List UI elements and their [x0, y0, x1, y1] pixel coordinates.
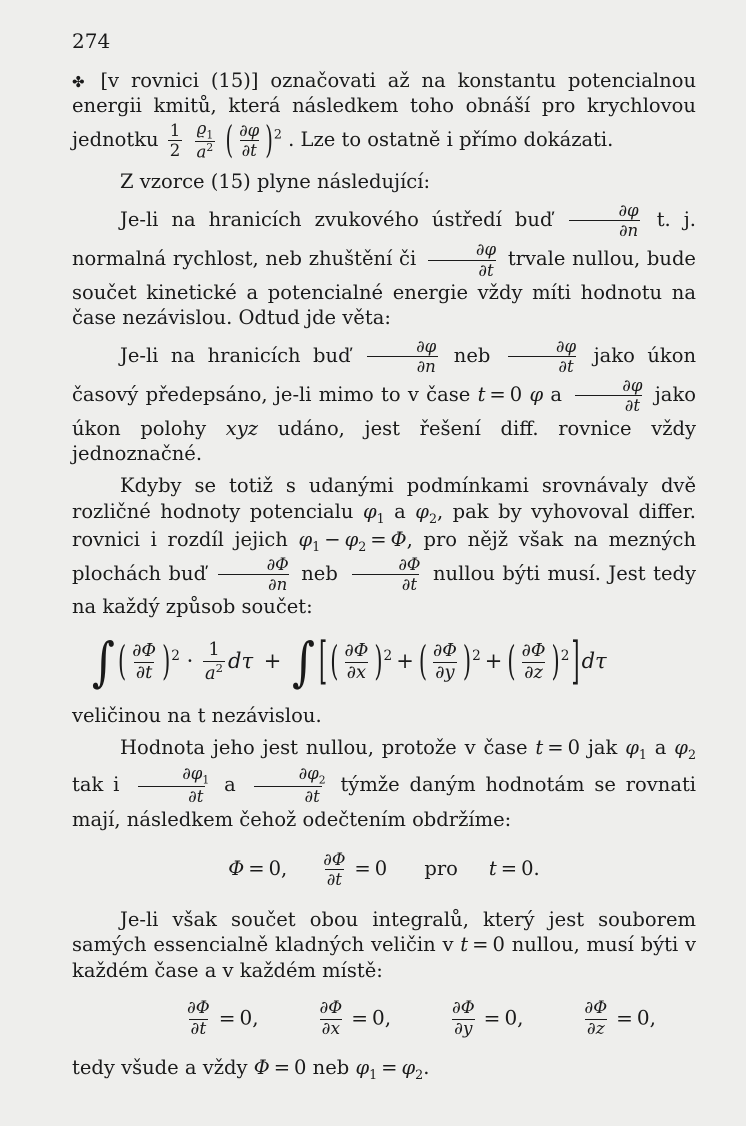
flower-ornament-icon: ✤	[72, 73, 85, 91]
equation-derivatives-zero: $\frac{\partial\Phi}{\partial t}$ = 0, $\frac{\partial\Phi}{\partial x}$ = 0, $\frac{\partial\Phi}{\partial y}$ = 0, $\frac{\partial\Phi}{\partial z}$ = 0,	[187, 998, 656, 1039]
paragraph-5: Kdyby se totiž s udanými podmínkami srovnávaly dvě rozličné hodnoty potencialu $\varphi_1$ a $\varphi_2$, pak by vyhovoval differ. rovnici i rozdíl jejich $\varphi_1 - \varphi_2 = \Phi$, pro nějž však na mezných plochách buď $\frac{\partial\Phi}{\partial n}$ neb $\frac{\partial\Phi}{\partial t}$ nullou býti musí. Jest tedy na každý způsob součet:	[72, 474, 697, 619]
integral-formula: ∫ ( $\frac{\partial\Phi}{\partial t}$ )$^2$ · $\frac{1}{a^2}$ dτ + ∫ [ ( $\frac{\partial\Phi}{\partial x}$ )$^2$ + ( $\frac{\partial\Phi}{\partial y}$ )$^2$ + ( $\frac{\partial\Phi}{\partial z}$ )$^2$]dτ	[92, 631, 607, 693]
paragraph-1: ✤ [v rovnici (15)] označovati až na konstantu potencialnou energii kmitů, která následkem toho obnáší pro krychlovou jednotku $\frac{1}{2}$ $\frac{ϱ_1}{a^2}$ ( $\frac{\partial\varphi}{\partial t}$ )$^2$ . Lze to ostatně i přímo dokázati.	[72, 69, 696, 162]
paragraph-3: Je-li na hranicích zvukového ústředí buď $\frac{\partial\varphi}{\partial n}$ t. j. normalná rychlost, neb zhuštění či $\frac{\partial\varphi}{\partial t}$ trvale nullou, bude součet kinetické a potencialné energie vždy míti hodnotu na čase nezávislou. Odtud jde věta:	[72, 201, 696, 329]
paragraph-9: tedy všude a vždy Φ = 0 neb $\varphi_1 = \varphi_2$.	[72, 1056, 430, 1082]
energy-expression: $\frac{1}{2}$ $\frac{ϱ_1}{a^2}$ ( $\frac{\partial\varphi}{\partial t}$ )$^2$	[169, 118, 282, 162]
paragraph-7: Hodnota jeho jest nullou, protože v čase t = 0 jak $\varphi_1$ a $\varphi_2$ tak i $\frac{\partial\varphi_1}{\partial t}$ a $\frac{\partial\varphi_2}{\partial t}$ týmže daným hodnotám se rovnati mají, následkem čehož odečtením obdržíme:	[72, 736, 697, 831]
page-number: 274	[72, 29, 111, 53]
equation-phi-zero: Φ = 0, $\frac{\partial\Phi}{\partial t}$ = 0 pro t = 0.	[228, 849, 540, 889]
paragraph-2: Z vzorce (15) plyne následující:	[120, 169, 431, 193]
paragraph-6: veličinou na t nezávislou.	[72, 704, 322, 728]
paragraph-4: Je-li na hranicích buď $\frac{\partial\varphi}{\partial n}$ neb $\frac{\partial\varphi}{\partial t}$ jako úkon časový předepsáno, je-li mimo to v čase t = 0 φ a $\frac{\partial\varphi}{\partial t}$ jako úkon polohy xyz udáno, jest řešení diff. rovnice vždy jednoznačné.	[72, 337, 697, 465]
paragraph-8: Je-li však součet obou integralů, který jest souborem samých essencialně kladných veličin v t = 0 nullou, musí býti v každém čase a v každém místě:	[72, 907, 697, 982]
